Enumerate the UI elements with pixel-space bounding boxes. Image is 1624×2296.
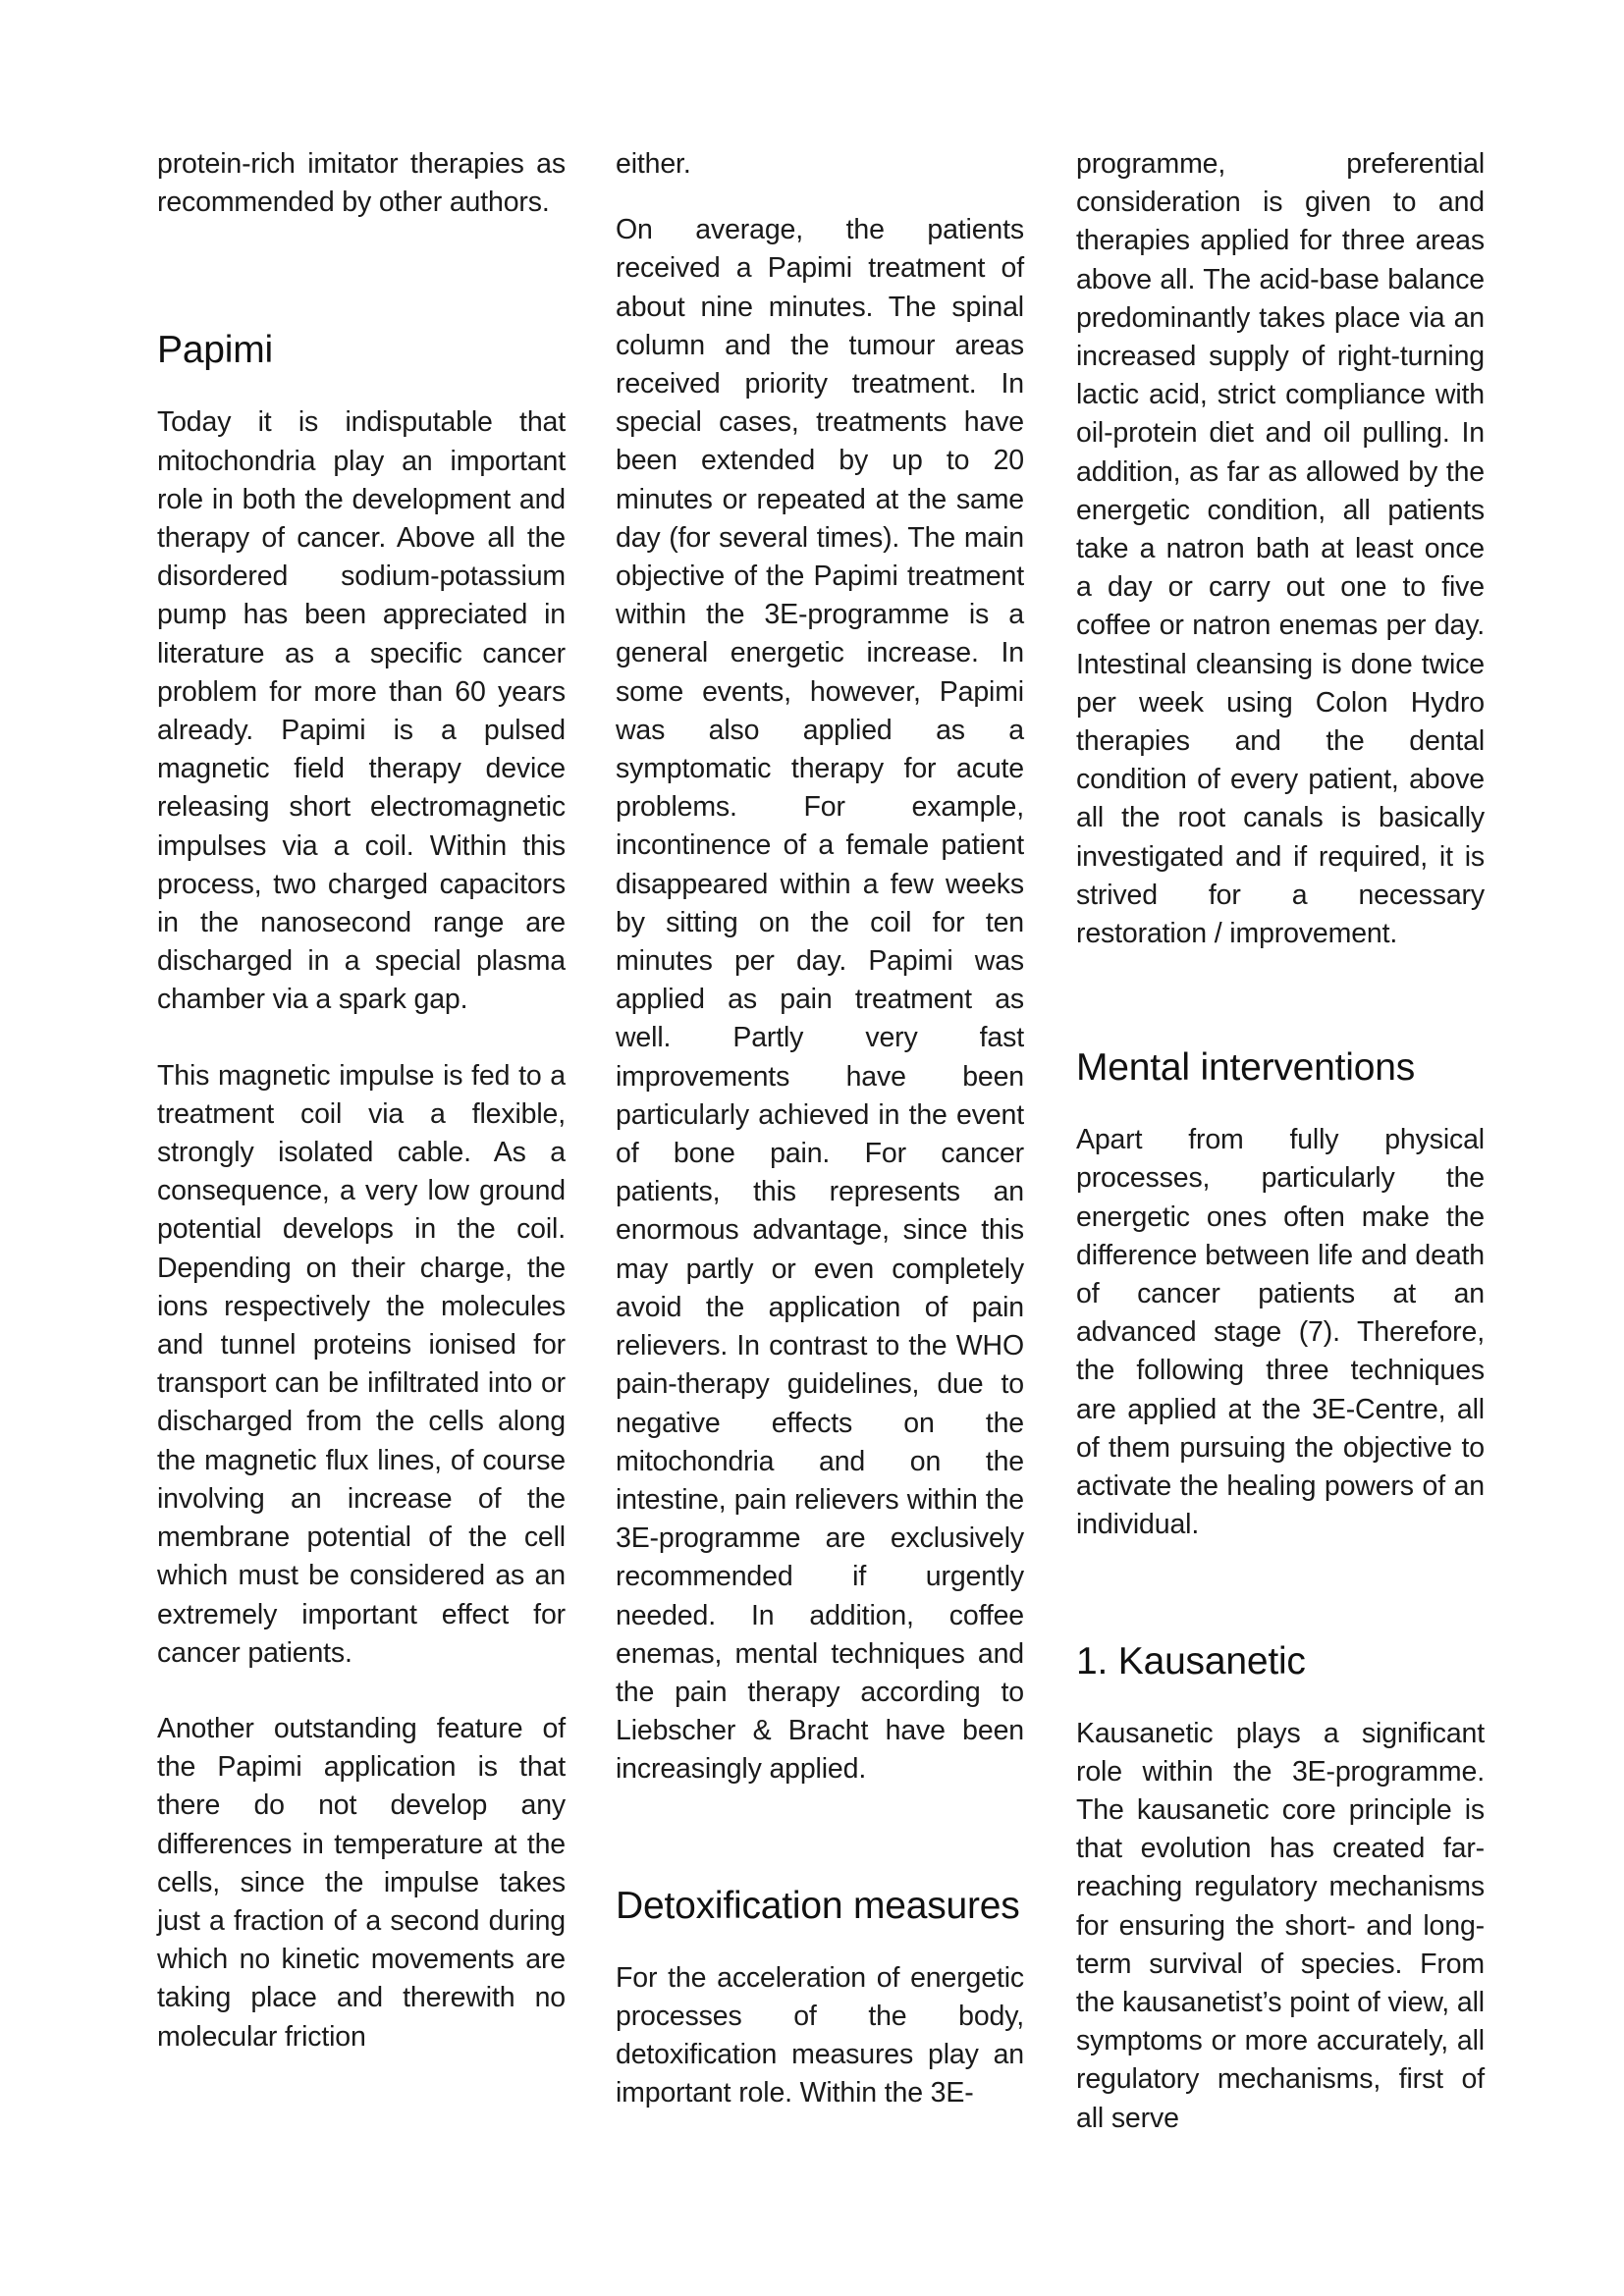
section-heading-papimi: Papimi: [157, 329, 274, 372]
paragraph: Another outstanding feature of the Papimi application is that there do not develop any differences in temperature at the cells, since the impulse takes just a fraction of a second during which no kinetic movements are taking place and therewith no molecular friction: [157, 1712, 566, 2053]
paragraph: Today it is indisputable that mitochondria play an important role in both the development and therapy of cancer. Above all the disordered sodium-potassium pump has been appreciated in literature as a specific cancer problem for more than 60 years already. Papimi is a pulsed magnetic field therapy device releasing short electromagnetic impulses via a coil. Within this process, two charged capacitors in the nanosecond range are discharged in a special plasma chamber via a spark gap.: [157, 406, 566, 1016]
spacer: [1076, 990, 1485, 1047]
spacer: [1076, 1582, 1485, 1641]
section-heading-kausanetic: 1. Kausanetic: [1076, 1639, 1306, 1682]
paragraph: either.: [616, 148, 691, 180]
text-column-3: [1076, 145, 1485, 2138]
paragraph: protein-rich imitator therapies as recommended by other authors.: [157, 148, 566, 219]
paragraph: For the acceleration of energetic processes of the body, detoxification measures play an important role. Within the 3E-: [616, 1961, 1024, 2109]
text-column-1: [157, 145, 566, 2056]
paragraph: Apart from fully physical processes, particularly the energetic ones often make the difference between life and death of cancer patients at an advanced stage (7). Therefore, the following three techniques are applied at the 3E-Centre, all of them pursuing the objective to activate the healing powers of an individual.: [1076, 1124, 1485, 1541]
spacer: [616, 1827, 1024, 1886]
paragraph: Kausanetic plays a significant role within the 3E-programme. The kausanetic core principle is that evolution has created far-reaching regulatory mechanisms for ensuring the short- and long-term survival of species. From the kausanetist’s point of view, all symptoms or more accurately, all regulatory mechanisms, first of all serve: [1076, 1717, 1485, 2134]
spacer: [157, 259, 566, 330]
text-column-2: [616, 145, 1024, 2112]
paragraph: On average, the patients received a Papimi treatment of about nine minutes. The spinal column and the tumour areas received priority treatment. In special cases, treatments have been extended by up to 20 minutes or repeated at the same day (for several times). The main objective of the Papimi treatment within the 3E-programme is a general energetic increase. In some events, however, Papimi was also applied as a symptomatic therapy for acute problems. For example, incontinence of a female patient disappeared within a few weeks by sitting on the coil for ten minutes per day. Papimi was applied as pain treatment as well. Partly very fast improvements have been particularly achieved in the event of bone pain. For cancer patients, this represents an enormous advantage, since this may partly or even completely avoid the application of pain relievers. In contrast to the WHO pain-therapy guidelines, due to negative effects on the mitochondria and on the intestine, pain relievers within the 3E-programme are exclusively recommended if urgently needed. In addition, coffee enemas, mental techniques and the pain therapy according to Liebscher & Bracht have been increasingly applied.: [616, 214, 1024, 1786]
paragraph: This magnetic impulse is fed to a treatment coil via a flexible, strongly isolated cable. As a consequence, a very low ground potential develops in the coil. Depending on their charge, the ions respectively the molecules and tunnel proteins ionised for transport can be infiltrated into or discharged from the cells along the magnetic flux lines, of course involving an increase of the membrane potential of the cell which must be considered as an extremely important effect for cancer patients.: [157, 1059, 566, 1669]
paragraph: programme, preferential consideration is given to and therapies applied for three areas above all. The acid-base balance predominantly takes place via an increased supply of right-turning lactic acid, strict compliance with oil-protein diet and oil pulling. In addition, as far as allowed by the energetic condition, all patients take a natron bath at least once a day or carry out one to five coffee or natron enemas per day. Intestinal cleansing is done twice per week using Colon Hydro therapies and the dental condition of every patient, above all the root canals is basically investigated and if required, it is strived for a necessary restoration / improvement.: [1076, 148, 1485, 950]
section-heading-detoxification: Detoxification measures: [616, 1884, 1020, 1927]
section-heading-mental-interventions: Mental interventions: [1076, 1046, 1416, 1090]
